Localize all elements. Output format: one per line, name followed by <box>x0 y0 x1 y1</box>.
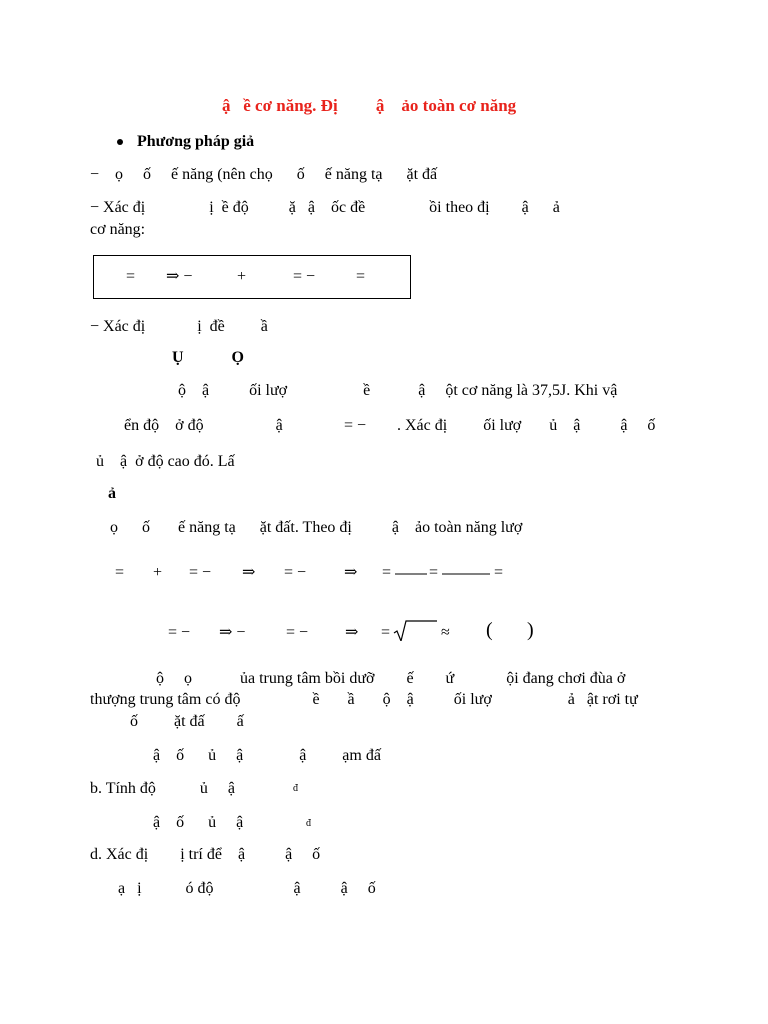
step-2-line-2: cơ năng: <box>90 221 146 238</box>
eq2-part: ⇒ <box>345 624 359 641</box>
square-root-icon <box>393 619 437 641</box>
example-2-line-2: thượng trung tâm có độ ề ầ ộ ậ ối lượ ả ật rơi tự <box>90 691 638 708</box>
eq2-part: = − <box>168 624 191 641</box>
fraction-bar <box>442 573 490 575</box>
example-1-line-2a: ển độ ở độ ậ <box>124 417 283 434</box>
eq1-part: + <box>153 564 163 581</box>
eq1-part: = − <box>189 564 212 581</box>
example-2-line-1: ộ ọ ủa trung tâm bồi dưỡ ế ứ ội đang chơi đùa ở <box>156 670 626 687</box>
step-1: − ọ ố ế năng (nên chọ ố ế năng tạ ặt đấ <box>90 166 438 183</box>
example-1-line-2b: = − <box>344 417 367 434</box>
eq2-part: = − <box>286 624 309 641</box>
eq1-part: = <box>429 564 439 581</box>
bullet-icon <box>117 139 123 145</box>
example-1-line-1: ộ ậ ối lượ ề ậ ột cơ năng là 37,5J. Khi vậ <box>178 382 618 399</box>
solution-label: ả <box>108 485 116 502</box>
example-2-part-d: d. Xác đị ị trí để ậ ậ ố <box>90 846 321 863</box>
example-2-part-e: ạ ị ó độ ậ ậ ố <box>118 880 376 897</box>
example-2-line-3: ố ặt đấ ấ <box>130 713 244 730</box>
eq2-part: ) <box>527 619 534 641</box>
method-heading: Phương pháp giả <box>137 133 255 150</box>
formula-part: = <box>126 268 136 285</box>
example-2-part-c: ậ ố ủ ậ <box>153 814 244 831</box>
example-heading: Ụ Ọ <box>172 349 244 366</box>
step-2-line-1: − Xác đị ị ề độ ặ ậ ốc đề ồi theo đị ậ ả <box>90 199 560 216</box>
formula-part: = <box>356 268 366 285</box>
eq1-part: = <box>494 564 504 581</box>
example-1-line-3: ủ ậ ở độ cao đó. Lấ <box>96 453 235 470</box>
formula-box <box>93 255 411 299</box>
page-title: ậ ề cơ năng. Đị ậ ảo toàn cơ năng <box>222 96 517 115</box>
example-1-line-2c: . Xác đị ối lượ ủ ậ ậ ố <box>397 417 656 434</box>
eq2-part: ( <box>486 619 493 641</box>
eq1-part: = <box>115 564 125 581</box>
example-2-part-b: b. Tính độ ủ ậ <box>90 780 236 797</box>
eq2-part: ≈ <box>441 624 450 641</box>
solution-line-1: ọ ố ế năng tạ ặt đất. Theo đị ậ ảo toàn năng lượ <box>110 519 523 536</box>
eq1-part: ⇒ <box>242 564 256 581</box>
step-3: − Xác đị ị đề ầ <box>90 318 268 335</box>
formula-part: + <box>237 268 247 285</box>
eq2-part: ⇒ − <box>219 624 246 641</box>
fraction-bar <box>395 573 427 575</box>
formula-part: = − <box>293 268 316 285</box>
subscript: đ <box>293 783 298 794</box>
eq1-part: = − <box>284 564 307 581</box>
eq1-part: = <box>382 564 392 581</box>
formula-part: ⇒ − <box>166 268 193 285</box>
subscript: đ <box>306 818 311 829</box>
eq2-part: = <box>381 624 391 641</box>
eq1-part: ⇒ <box>344 564 358 581</box>
example-2-part-a: ậ ố ủ ậ ậ ạm đấ <box>153 747 381 764</box>
